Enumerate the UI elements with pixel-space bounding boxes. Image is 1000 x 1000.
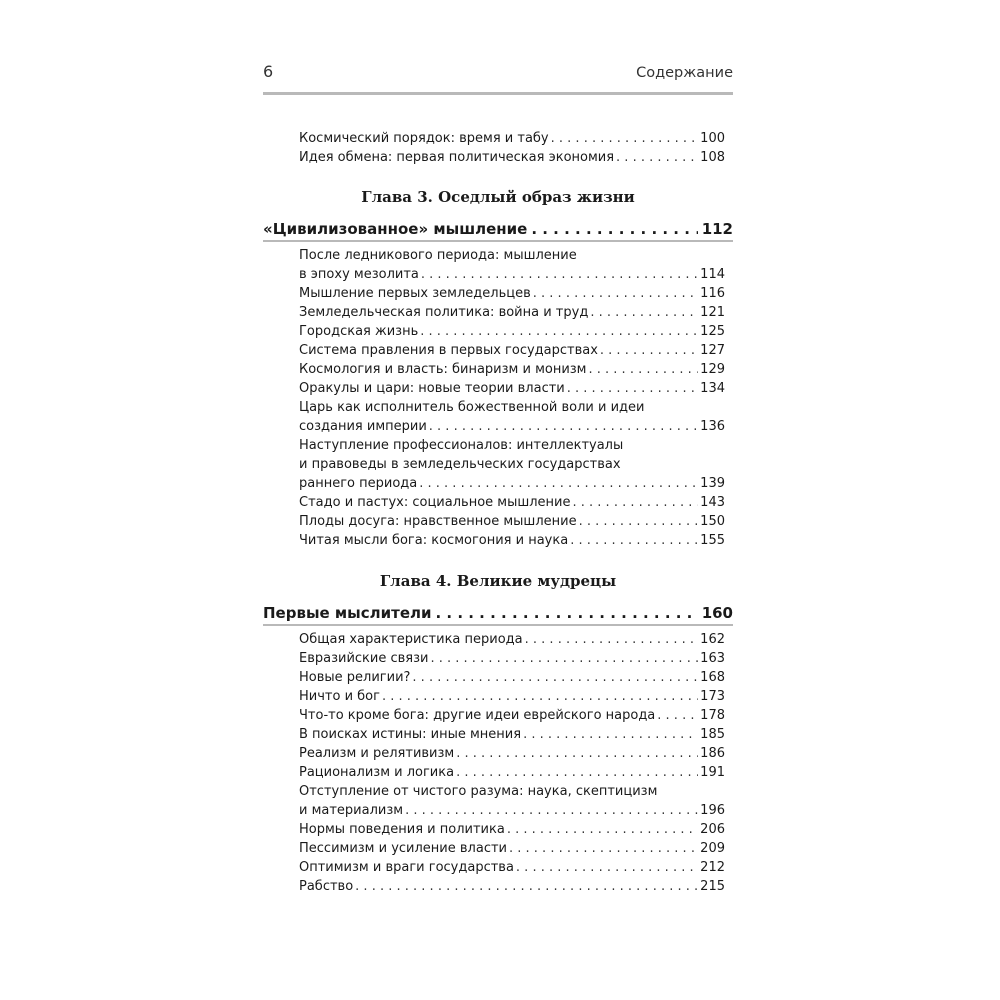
toc-entry-line [299, 284, 725, 303]
toc-entry-title: Наступление профессионалов: интеллектуалы [299, 438, 624, 453]
leader-dots [589, 360, 699, 379]
toc-entry-page: 108 [700, 150, 725, 165]
toc-entry-line [299, 877, 725, 896]
toc-entry-title: Стадо и пастух: социальное мышление [299, 495, 571, 510]
toc-entry[interactable] [299, 744, 725, 763]
toc-entry-line [299, 820, 725, 839]
toc-entry-title: Рабство [299, 879, 354, 894]
toc-entry-line [299, 858, 725, 877]
toc-entry-page: 129 [700, 362, 725, 377]
toc-entry-line [299, 148, 725, 167]
toc-entry-page: 185 [700, 727, 725, 742]
toc-entry-title: в эпоху мезолита [299, 267, 419, 282]
toc-page [263, 62, 733, 896]
toc-entry[interactable] [299, 687, 725, 706]
leader-dots [456, 744, 698, 763]
leader-dots [570, 531, 698, 550]
leader-dots [420, 322, 698, 341]
toc-entry-title: раннего периода [299, 476, 418, 491]
toc-entry-title: Плоды досуга: нравственное мышление [299, 514, 577, 529]
toc-block-chapter3 [263, 246, 733, 550]
toc-entry-line [299, 246, 725, 265]
toc-entry-title: Земледельческая политика: война и труд [299, 305, 589, 320]
toc-entry-line [299, 531, 725, 550]
section-page: 160 [701, 604, 733, 622]
section-title: Первые мыслители [263, 604, 432, 622]
toc-entry[interactable] [299, 820, 725, 839]
toc-entry-title: Общая характеристика периода [299, 632, 523, 647]
toc-entry-title: Новые религии? [299, 670, 411, 685]
leader-dots [523, 725, 698, 744]
leader-dots [355, 877, 698, 896]
leader-dots [567, 379, 698, 398]
toc-entry-page: 150 [700, 514, 725, 529]
toc-entry-title: Отступление от чистого разума: наука, скептицизм [299, 784, 658, 799]
section-page: 112 [701, 220, 733, 238]
toc-entry-page: 116 [700, 286, 725, 301]
toc-entry-line [299, 129, 725, 148]
toc-entry-title: Пессимизм и усиление власти [299, 841, 507, 856]
toc-entry-title: Оптимизм и враги государства [299, 860, 514, 875]
toc-entry-line [299, 706, 725, 725]
toc-entry[interactable] [299, 839, 725, 858]
leader-dots [616, 148, 698, 167]
toc-entry[interactable] [299, 877, 725, 896]
toc-entry-line [299, 398, 725, 417]
leader-dots [516, 858, 698, 877]
toc-entry-line [299, 322, 725, 341]
toc-entry[interactable] [299, 512, 725, 531]
toc-entry-page: 143 [700, 495, 725, 510]
toc-entry-page: 186 [700, 746, 725, 761]
toc-entry[interactable] [299, 531, 725, 550]
toc-entry-title: Космический порядок: время и табу [299, 131, 549, 146]
toc-entry-title: Рационализм и логика [299, 765, 455, 780]
section-heading-civilized-thinking[interactable] [263, 218, 733, 240]
section-title: «Цивилизованное» мышление [263, 220, 528, 238]
toc-entry[interactable] [299, 725, 725, 744]
toc-entry[interactable] [299, 706, 725, 725]
toc-entry-line [299, 474, 725, 493]
toc-entry-title: Городская жизнь [299, 324, 419, 339]
running-title: Содержание [636, 65, 733, 81]
toc-entry-title: Царь как исполнитель божественной воли и идеи [299, 400, 645, 415]
toc-entry-line [299, 763, 725, 782]
leader-dots [509, 839, 698, 858]
toc-entry-line [299, 512, 725, 531]
toc-entry-line [299, 341, 725, 360]
toc-entry-page: 178 [700, 708, 725, 723]
toc-entry-page: 196 [700, 803, 725, 818]
toc-entry-page: 139 [700, 476, 725, 491]
toc-entry[interactable] [299, 649, 725, 668]
toc-entry-page: 209 [700, 841, 725, 856]
section-rule [263, 624, 733, 626]
toc-entry-page: 155 [700, 533, 725, 548]
leader-dots [600, 341, 698, 360]
toc-entry-title: и правоведы в земледельческих государствах [299, 457, 621, 472]
toc-entry-title: и материализм [299, 803, 404, 818]
toc-entry-line [299, 493, 725, 512]
toc-entry[interactable] [299, 763, 725, 782]
toc-entry-title: Мышление первых земледельцев [299, 286, 531, 301]
toc-entry-page: 134 [700, 381, 725, 396]
toc-entry-line [299, 379, 725, 398]
toc-entry-line [299, 455, 725, 474]
leader-dots [551, 129, 699, 148]
page-number: 6 [263, 62, 274, 81]
toc-entry-title: Евразийские связи [299, 651, 429, 666]
toc-entry[interactable] [299, 782, 725, 820]
chapter-3-title: Глава 3. Оседлый образ жизни [361, 188, 635, 206]
leader-dots [531, 218, 697, 240]
toc-entry[interactable] [299, 858, 725, 877]
leader-dots [419, 474, 698, 493]
toc-entry-page: 162 [700, 632, 725, 647]
leader-dots [573, 493, 699, 512]
toc-entry-page: 121 [700, 305, 725, 320]
leader-dots [657, 706, 698, 725]
toc-entry[interactable] [299, 341, 725, 360]
toc-entry-title: Оракулы и цари: новые теории власти [299, 381, 565, 396]
leader-dots [590, 303, 698, 322]
toc-entry-line [299, 417, 725, 436]
toc-entry[interactable] [299, 303, 725, 322]
toc-entry-page: 173 [700, 689, 725, 704]
toc-entry-page: 127 [700, 343, 725, 358]
section-rule [263, 240, 733, 242]
page-header [263, 62, 733, 90]
toc-entry[interactable] [299, 360, 725, 379]
toc-entry-title: создания империи [299, 419, 427, 434]
toc-entry-line [299, 630, 725, 649]
leader-dots [525, 630, 699, 649]
toc-block-chapter4 [263, 630, 733, 896]
toc-entry-page: 168 [700, 670, 725, 685]
leader-dots [430, 649, 698, 668]
toc-entry[interactable] [299, 398, 725, 436]
leader-dots [507, 820, 698, 839]
toc-entry-page: 191 [700, 765, 725, 780]
toc-entry-page: 100 [700, 131, 725, 146]
toc-entry[interactable] [299, 379, 725, 398]
chapter-4-title: Глава 4. Великие мудрецы [379, 572, 617, 590]
toc-entry[interactable] [299, 322, 725, 341]
leader-dots [421, 265, 698, 284]
toc-entry-title: Что-то кроме бога: другие идеи еврейского народа [299, 708, 656, 723]
toc-entry[interactable] [299, 436, 725, 493]
leader-dots [533, 284, 698, 303]
toc-entry-line [299, 782, 725, 801]
toc-entry[interactable] [299, 630, 725, 649]
toc-entry[interactable] [299, 129, 725, 148]
toc-entry-page: 163 [700, 651, 725, 666]
toc-entry-line [299, 801, 725, 820]
toc-entry-page: 125 [700, 324, 725, 339]
toc-entry-line [299, 436, 725, 455]
toc-entry-page: 212 [700, 860, 725, 875]
toc-entry[interactable] [299, 246, 725, 284]
toc-entry-page: 206 [700, 822, 725, 837]
toc-entry-title: В поисках истины: иные мнения [299, 727, 522, 742]
toc-entry[interactable] [299, 668, 725, 687]
toc-entry-page: 215 [700, 879, 725, 894]
toc-entry[interactable] [299, 493, 725, 512]
toc-entry-title: Идея обмена: первая политическая экономия [299, 150, 615, 165]
toc-entry-line [299, 649, 725, 668]
toc-entry-title: После ледникового периода: мышление [299, 248, 577, 263]
toc-entry-line [299, 265, 725, 284]
toc-entry-line [299, 839, 725, 858]
toc-entry-page: 136 [700, 419, 725, 434]
leader-dots [579, 512, 699, 531]
leader-dots [412, 668, 698, 687]
leader-dots [382, 687, 698, 706]
toc-entry-line [299, 360, 725, 379]
leader-dots [405, 801, 698, 820]
leader-dots [429, 417, 698, 436]
toc-entry-page: 114 [700, 267, 725, 282]
toc-entry-line [299, 687, 725, 706]
toc-entry-line [299, 725, 725, 744]
toc-entry[interactable] [299, 148, 725, 167]
toc-block-chapter2-tail [263, 129, 733, 167]
header-rule [263, 92, 733, 95]
toc-entry-line [299, 744, 725, 763]
leader-dots [456, 763, 698, 782]
toc-entry-line [299, 303, 725, 322]
leader-dots [436, 602, 698, 624]
toc-entry-title: Система правления в первых государствах [299, 343, 598, 358]
toc-entry[interactable] [299, 284, 725, 303]
toc-entry-title: Нормы поведения и политика [299, 822, 505, 837]
toc-entry-title: Космология и власть: бинаризм и монизм [299, 362, 587, 377]
toc-entry-line [299, 668, 725, 687]
toc-entry-title: Ничто и бог [299, 689, 380, 704]
section-heading-first-thinkers[interactable] [263, 602, 733, 624]
toc-entry-title: Реализм и релятивизм [299, 746, 455, 761]
toc-entry-title: Читая мысли бога: космогония и наука [299, 533, 569, 548]
